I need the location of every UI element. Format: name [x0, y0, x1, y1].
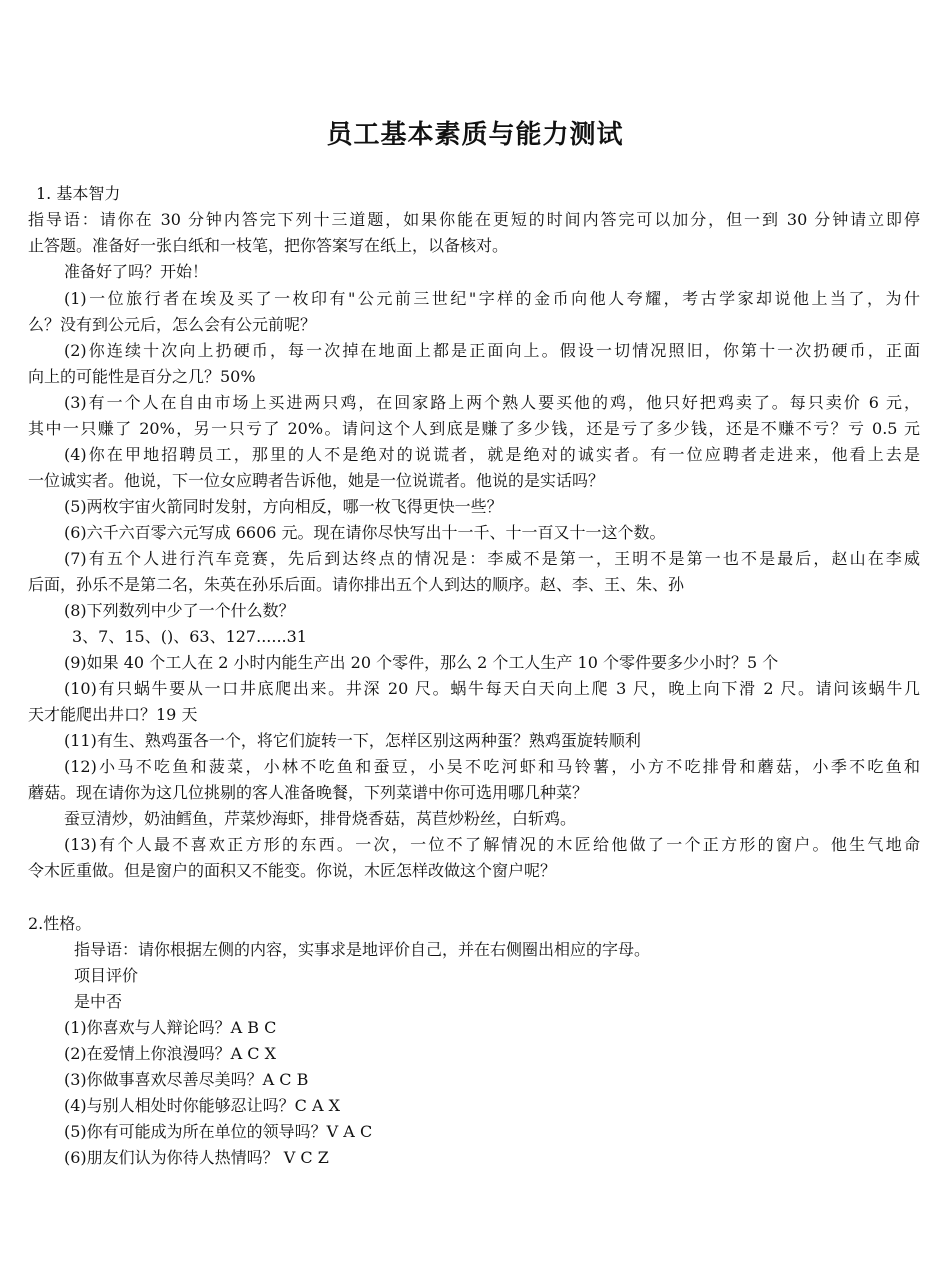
- question-13-cont: 令木匠重做。但是窗户的面积又不能变。你说，木匠怎样改做这个窗户呢？: [28, 861, 557, 880]
- question-12: (12)小马不吃鱼和菠菜，小林不吃鱼和蚕豆，小吴不吃河虾和马铃薯，小方不吃排骨和蘑菇，小季不吃鱼和: [64, 757, 920, 776]
- question-11: (11)有生、熟鸡蛋各一个，将它们旋转一下，怎样区别这两种蛋？熟鸡蛋旋转顺利: [64, 731, 641, 750]
- question-3-cont: 其中一只赚了 20%，另一只亏了 20%。请问这个人到底是赚了多少钱，还是亏了多少钱，还是不赚不亏？亏 0.5 元: [28, 419, 920, 438]
- section2-guide: 指导语：请你根据左侧的内容，实事求是地评价自己，并在右侧圈出相应的字母。: [74, 940, 651, 959]
- section2-heading: 2.性格。: [28, 914, 92, 933]
- question-1: (1)一位旅行者在埃及买了一枚印有"公元前三世纪"字样的金币向他人夸耀，考古学家却说他上当了，为什: [64, 289, 920, 308]
- personality-item: (2)在爱情上你浪漫吗？A C X: [64, 1044, 277, 1063]
- question-3: (3)有一个人在自由市场上买进两只鸡，在回家路上两个熟人要买他的鸡，他只好把鸡卖了。每只卖价 6 元，: [64, 393, 920, 412]
- question-8-sequence: 3、7、15、()、63、127......31: [72, 627, 307, 646]
- personality-item: (1)你喜欢与人辩论吗？A B C: [64, 1018, 277, 1037]
- question-2: (2)你连续十次向上扔硬币，每一次掉在地面上都是正面向上。假设一切情况照旧，你第十一次扔硬币，正面: [64, 341, 920, 360]
- guide-line: 止答题。准备好一张白纸和一枝笔，把你答案写在纸上，以备核对。: [28, 236, 509, 255]
- document-title: 员工基本素质与能力测试: [326, 120, 624, 150]
- personality-item: (5)你有可能成为所在单位的领导吗？V A C: [64, 1122, 373, 1141]
- question-4-cont: 一位诚实者。他说，下一位女应聘者告诉他，她是一位说谎者。他说的是实话吗？: [28, 471, 605, 490]
- rating-column-header: 项目评价: [74, 966, 139, 985]
- question-5: (5)两枚宇宙火箭同时发射，方向相反，哪一枚飞得更快一些？: [64, 497, 503, 516]
- personality-item: (3)你做事喜欢尽善尽美吗？A C B: [64, 1070, 309, 1089]
- question-12-cont: 蘑菇。现在请你为这几位挑剔的客人准备晚餐，下列菜谱中你可选用哪几种菜？: [28, 783, 589, 802]
- rating-column-options: 是中否: [74, 992, 123, 1011]
- question-7-cont: 后面，孙乐不是第二名，朱英在孙乐后面。请你排出五个人到达的顺序。赵、李、王、朱、孙: [28, 575, 685, 594]
- guide-line: 指导语：请你在 30 分钟内答完下列十三道题，如果你能在更短的时间内答完可以加分，但一到 30 分钟请立即停: [28, 210, 920, 229]
- question-9: (9)如果 40 个工人在 2 小时内能生产出 20 个零件，那么 2 个工人生产 10 个零件要多少小时？5 个: [64, 653, 779, 672]
- question-10-cont: 天才能爬出井口？19 天: [28, 705, 198, 724]
- question-2-cont: 向上的可能性是百分之几？50%: [28, 367, 256, 386]
- personality-item: (6)朋友们认为你待人热情吗？ V C Z: [64, 1148, 329, 1167]
- section1-heading: 1. 基本智力: [36, 184, 121, 203]
- question-4: (4)你在甲地招聘员工，那里的人不是绝对的说谎者，就是绝对的诚实者。有一位应聘者走进来，他看上去是: [64, 445, 920, 464]
- start-line: 准备好了吗？开始！: [64, 262, 209, 281]
- question-8: (8)下列数列中少了一个什么数？: [64, 601, 295, 620]
- question-13: (13)有个人最不喜欢正方形的东西。一次，一位不了解情况的木匠给他做了一个正方形的窗户。他生气地命: [64, 835, 920, 854]
- question-7: (7)有五个人进行汽车竞赛，先后到达终点的情况是：李威不是第一，王明不是第一也不是最后，赵山在李威: [64, 549, 920, 568]
- question-6: (6)六千六百零六元写成 6606 元。现在请你尽快写出十一千、十一百又十一这个数。: [64, 523, 666, 542]
- question-10: (10)有只蜗牛要从一口井底爬出来。井深 20 尺。蜗牛每天白天向上爬 3 尺，晚上向下滑 2 尺。请问该蜗牛几: [64, 679, 920, 698]
- question-12-menu: 蚕豆清炒，奶油鳕鱼，芹菜炒海虾，排骨烧香菇，莴苣炒粉丝，白斩鸡。: [64, 809, 577, 828]
- personality-item: (4)与别人相处时你能够忍让吗？C A X: [64, 1096, 341, 1115]
- question-1-cont: 么？没有到公元后，怎么会有公元前呢？: [28, 315, 317, 334]
